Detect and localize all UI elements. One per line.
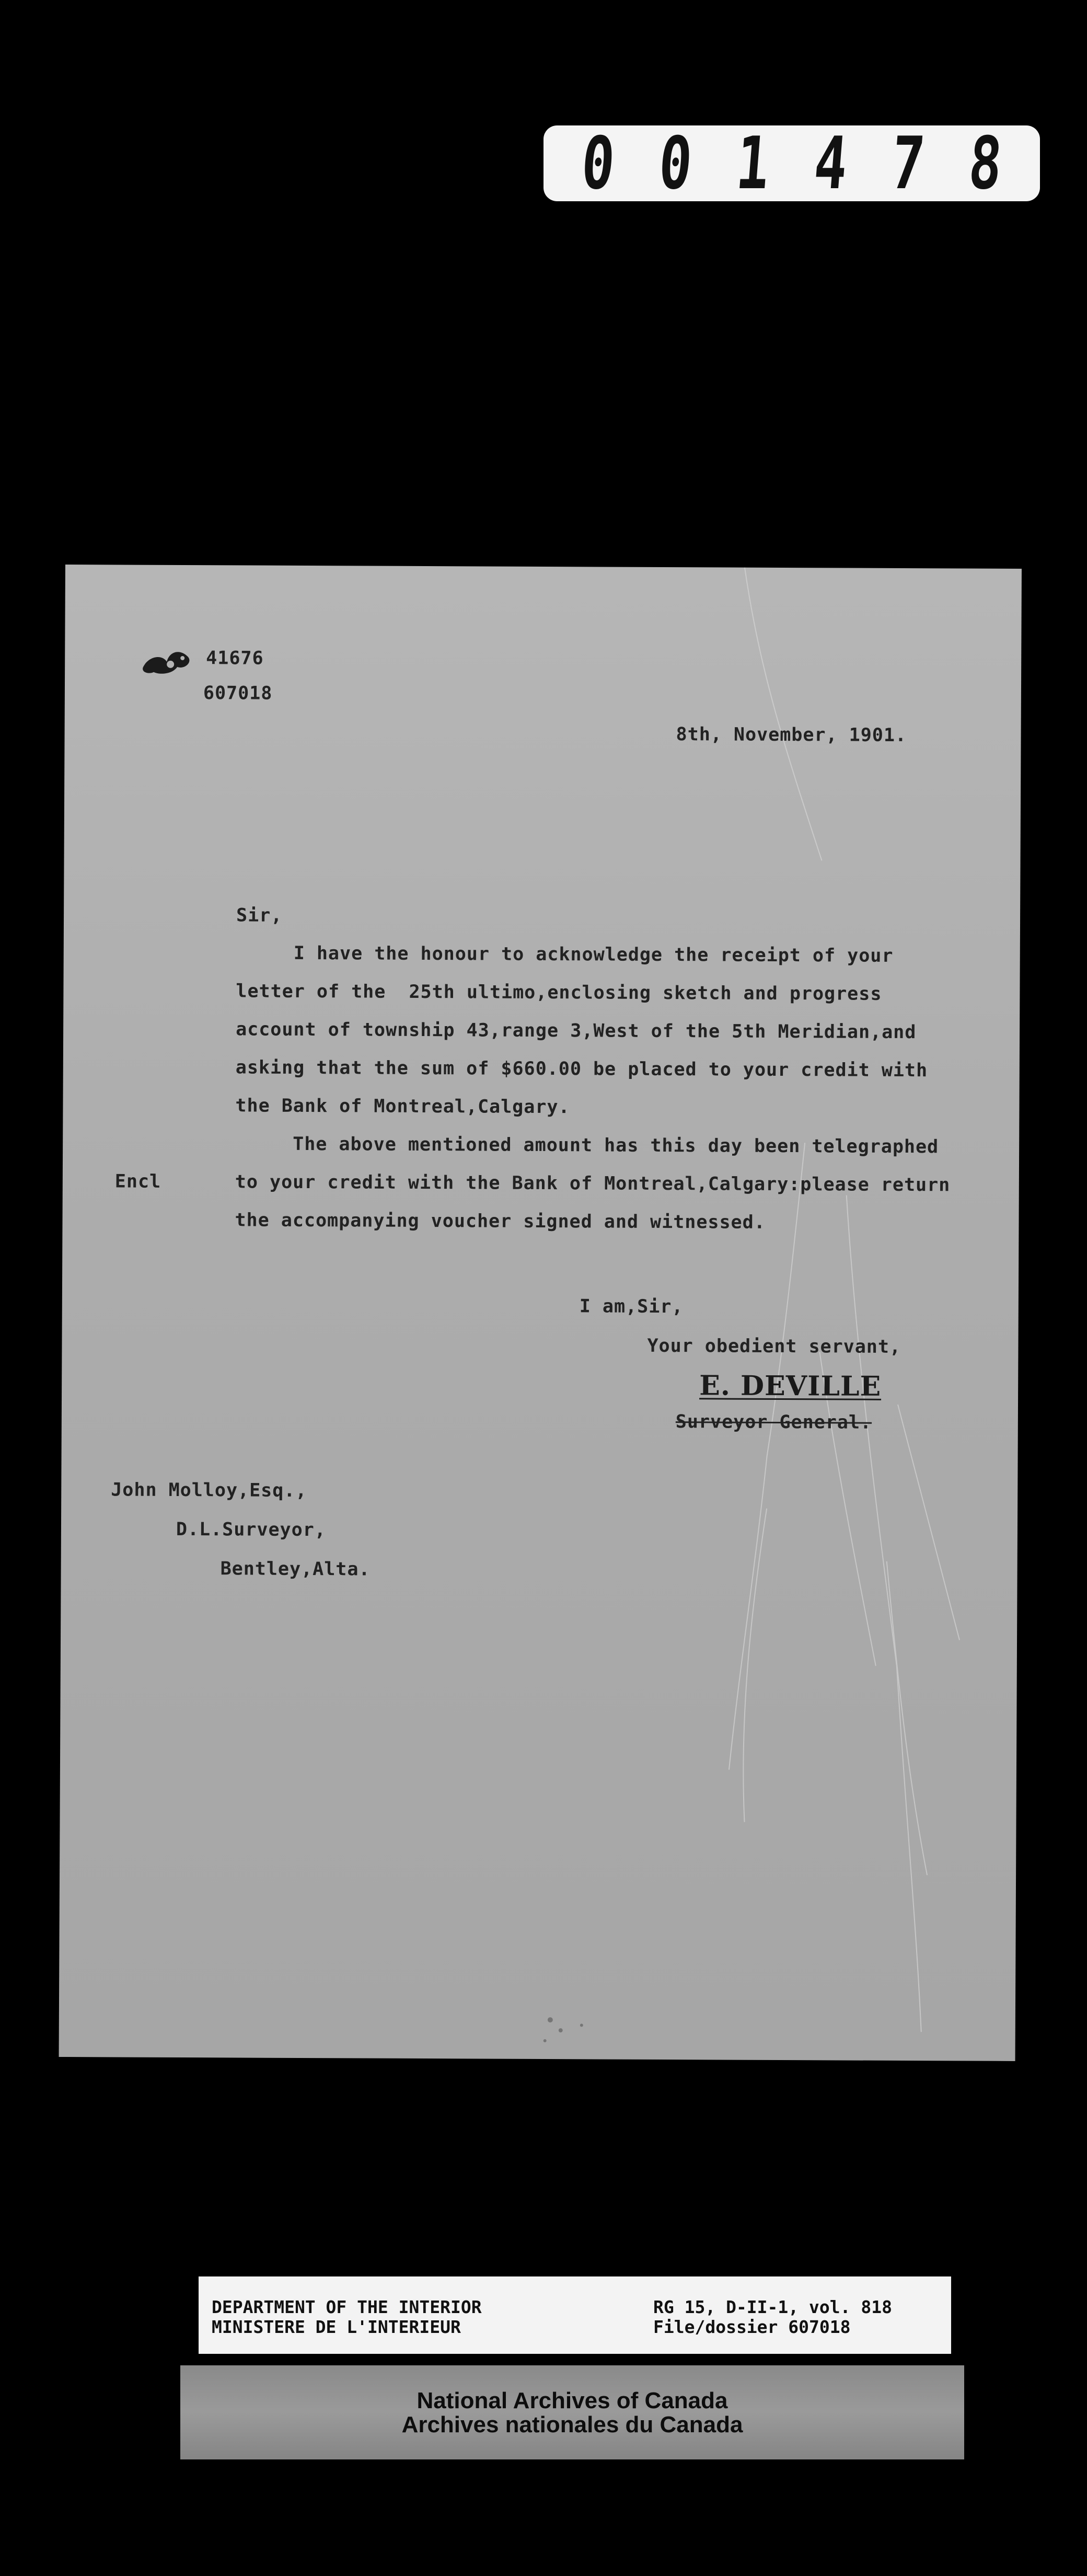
department-french: MINISTERE DE L'INTERIEUR	[212, 2317, 461, 2337]
body-line: asking that the sum of $660.00 be placed to your credit with	[235, 1057, 928, 1082]
letter-sheet	[59, 565, 1022, 2061]
body-line: The above mentioned amount has this day been telegraphed	[293, 1133, 939, 1158]
addressee-line: Bentley,Alta.	[220, 1558, 371, 1580]
national-archives-banner	[180, 2365, 964, 2459]
record-group-reference: RG 15, D-II-1, vol. 818	[653, 2297, 892, 2317]
frame-digit: 7	[888, 121, 928, 205]
body-line: the accompanying voucher signed and witnessed.	[235, 1210, 766, 1233]
frame-number-plate	[544, 121, 1040, 205]
frame-digit: 0	[656, 121, 696, 205]
closing-line: Your obedient servant,	[647, 1335, 901, 1358]
file-number-primary: 41676	[206, 648, 264, 669]
frame-digit: 8	[966, 121, 1005, 205]
body-line: letter of the 25th ultimo,enclosing sketch and progress	[236, 981, 882, 1005]
body-line: I have the honour to acknowledge the receipt of your	[293, 942, 894, 967]
closing-line: I am,Sir,	[579, 1296, 684, 1318]
signature-name: E. DEVILLE	[699, 1370, 882, 1402]
archival-label	[199, 2276, 951, 2354]
frame-digit: 0	[578, 121, 618, 205]
body-line: account of township 43,range 3,West of the 5th Meridian,and	[236, 1019, 917, 1043]
ink-blot-stamp-icon	[138, 643, 195, 680]
frame-digit: 4	[811, 121, 850, 205]
addressee-line: D.L.Surveyor,	[176, 1519, 326, 1541]
letter-date: 8th, November, 1901.	[676, 724, 907, 746]
frame-digit: 1	[733, 121, 773, 205]
body-line: to your credit with the Bank of Montreal,Calgary:please return	[235, 1171, 951, 1196]
signature-title: Surveyor General.	[675, 1411, 872, 1433]
file-number-secondary: 607018	[203, 683, 273, 704]
archives-name-english: National Archives of Canada	[417, 2388, 728, 2413]
paper-crease-marks	[59, 565, 1022, 2061]
enclosure-note: Encl	[114, 1171, 161, 1192]
body-line: the Bank of Montreal,Calgary.	[235, 1095, 570, 1118]
file-dossier-reference: File/dossier 607018	[653, 2317, 851, 2337]
archives-name-french: Archives nationales du Canada	[401, 2412, 743, 2437]
department-english: DEPARTMENT OF THE INTERIOR	[212, 2297, 482, 2317]
salutation: Sir,	[236, 905, 283, 926]
addressee-line: John Molloy,Esq.,	[111, 1479, 307, 1502]
